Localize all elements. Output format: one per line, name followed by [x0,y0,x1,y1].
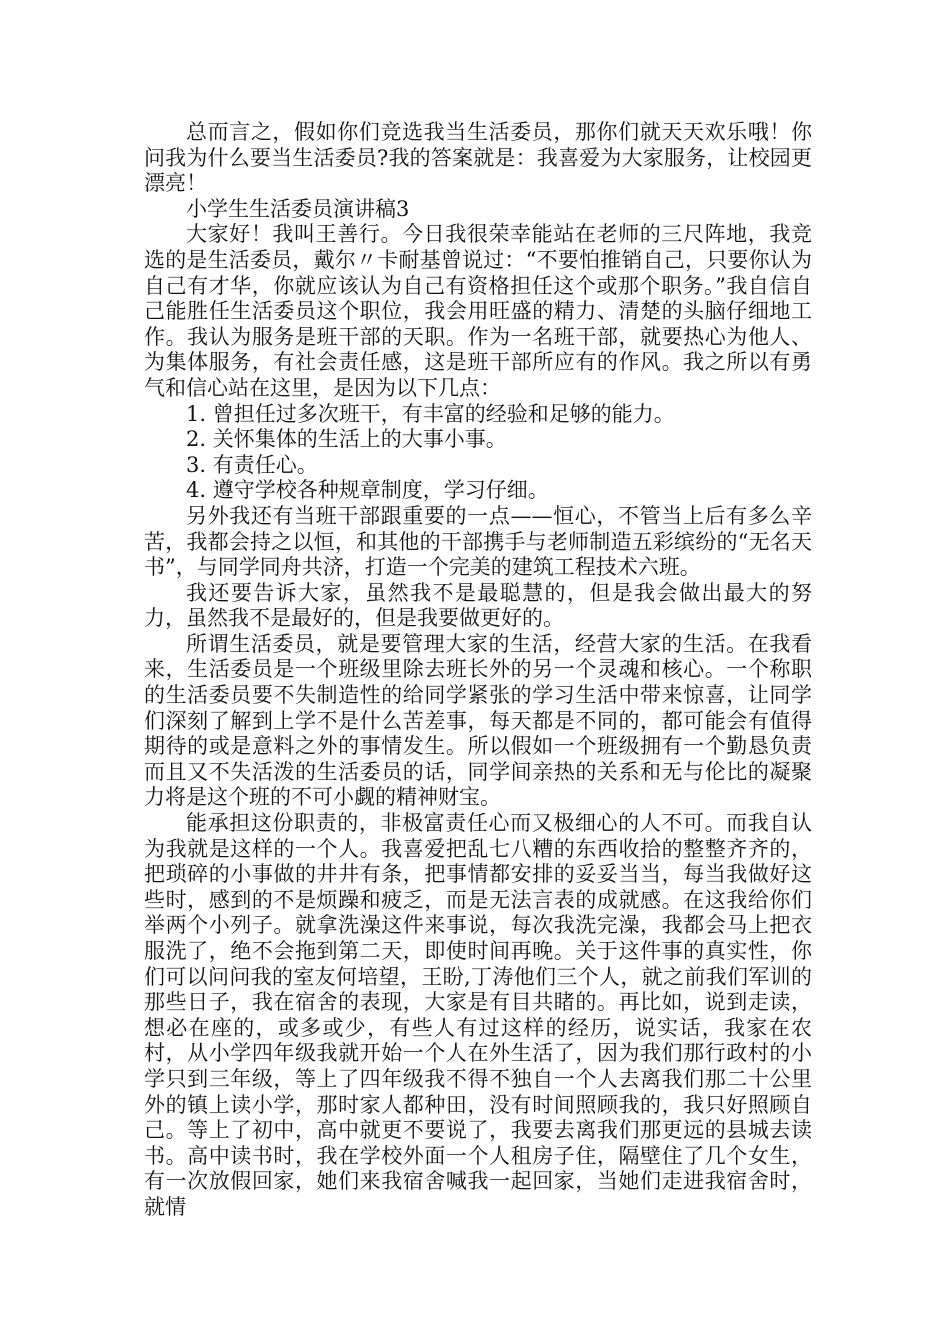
list-item-2: 2. 关怀集体的生活上的大事小事。 [186,427,507,452]
list-item-3: 3. 有责任心。 [186,452,318,477]
paragraph-self-description: 能承担这份职责的，非极富责任心而又极细心的人不可。而我自认为我就是这样的一个人。我喜爱把乱七八糟的东西收拾的整整齐齐的，把琐碎的小事做的井井有条，把事情都安排的妥妥当当，每当我做好这些时，感到的不是烦躁和疲乏，而是无法言表的成就感。在这我给你们举两个小列子。就拿洗澡这件来事说，每次我洗完澡，我都会马上把衣服洗了，绝不会拖到第二天，即使时间再晚。关于这件事的真实性，你们可以问问我的室友何培望，王盼,丁涛他们三个人，就之前我们军训的那些日子，我在宿舍的表现，大家是有目共睹的。再比如，说到走读，想必在座的，或多或少，有些人有过这样的经历，说实话，我家在农村，从小学四年级我就开始一个人在外生活了，因为我们那行政村的小学只到三年级，等上了四年级我不得不独自一个人去离我们那二十公里外的镇上读小学，那时家人都种田，没有时间照顾我的，我只好照顾自己。等上了初中，高中就更不要说了，我要去离我们那更远的县城去读书。高中读书时，我在学校外面一个人租房子住，隔壁住了几个女生，有一次放假回家，她们来我宿舍喊我一起回家，当她们走进我宿舍时，就情 [144,811,812,1219]
paragraph-effort: 我还要告诉大家，虽然我不是最聪慧的，但是我会做出最大的努力，虽然我不是最好的，但是我要做更好的。 [144,580,812,631]
paragraph-perseverance: 另外我还有当班干部跟重要的一点——恒心，不管当上后有多么辛苦，我都会持之以恒，和其他的干部携手与老师制造五彩缤纷的“无名天书”，与同学同舟共济，打造一个完美的建筑工程技术六班。 [144,503,812,580]
paragraph-conclusion: 总而言之，假如你们竞选我当生活委员，那你们就天天欢乐哦！你问我为什么要当生活委员?我的答案就是：我喜爱为大家服务，让校园更漂亮！ [144,120,812,196]
paragraph-role-definition: 所谓生活委员，就是要管理大家的生活，经营大家的生活。在我看来，生活委员是一个班级里除去班长外的另一个灵魂和核心。一个称职的生活委员要不失制造性的给同学紧张的学习生活中带来惊喜，让同学们深刻了解到上学不是什么苦差事，每天都是不同的，都可能会有值得期待的或是意料之外的事情发生。所以假如一个班级拥有一个勤恳负责而且又不失活泼的生活委员的话，同学间亲热的关系和无与伦比的凝聚力将是这个班的不可小觑的精神财宝。 [144,631,812,810]
list-item-4: 4. 遵守学校各种规章制度，学习仔细。 [186,478,549,503]
document-body [144,120,812,1221]
section-title: 小学生生活委员演讲稿3 [186,196,410,221]
paragraph-intro: 大家好！我叫王善行。今日我很荣幸能站在老师的三尺阵地，我竞选的是生活委员，戴尔〃卡耐基曾说过：“不要怕推销自己，只要你认为自己有才华，你就应该认为自己有资格担任这个或那个职务。”我自信自己能胜任生活委员这个职位，我会用旺盛的精力、清楚的头脑仔细地工作。我认为服务是班干部的天职。作为一名班干部，就要热心为他人、为集体服务，有社会责任感，这是班干部所应有的作风。我之所以有勇气和信心站在这里，是因为以下几点： [144,222,812,400]
list-item-1: 1. 曾担任过多次班干，有丰富的经验和足够的能力。 [186,401,675,426]
